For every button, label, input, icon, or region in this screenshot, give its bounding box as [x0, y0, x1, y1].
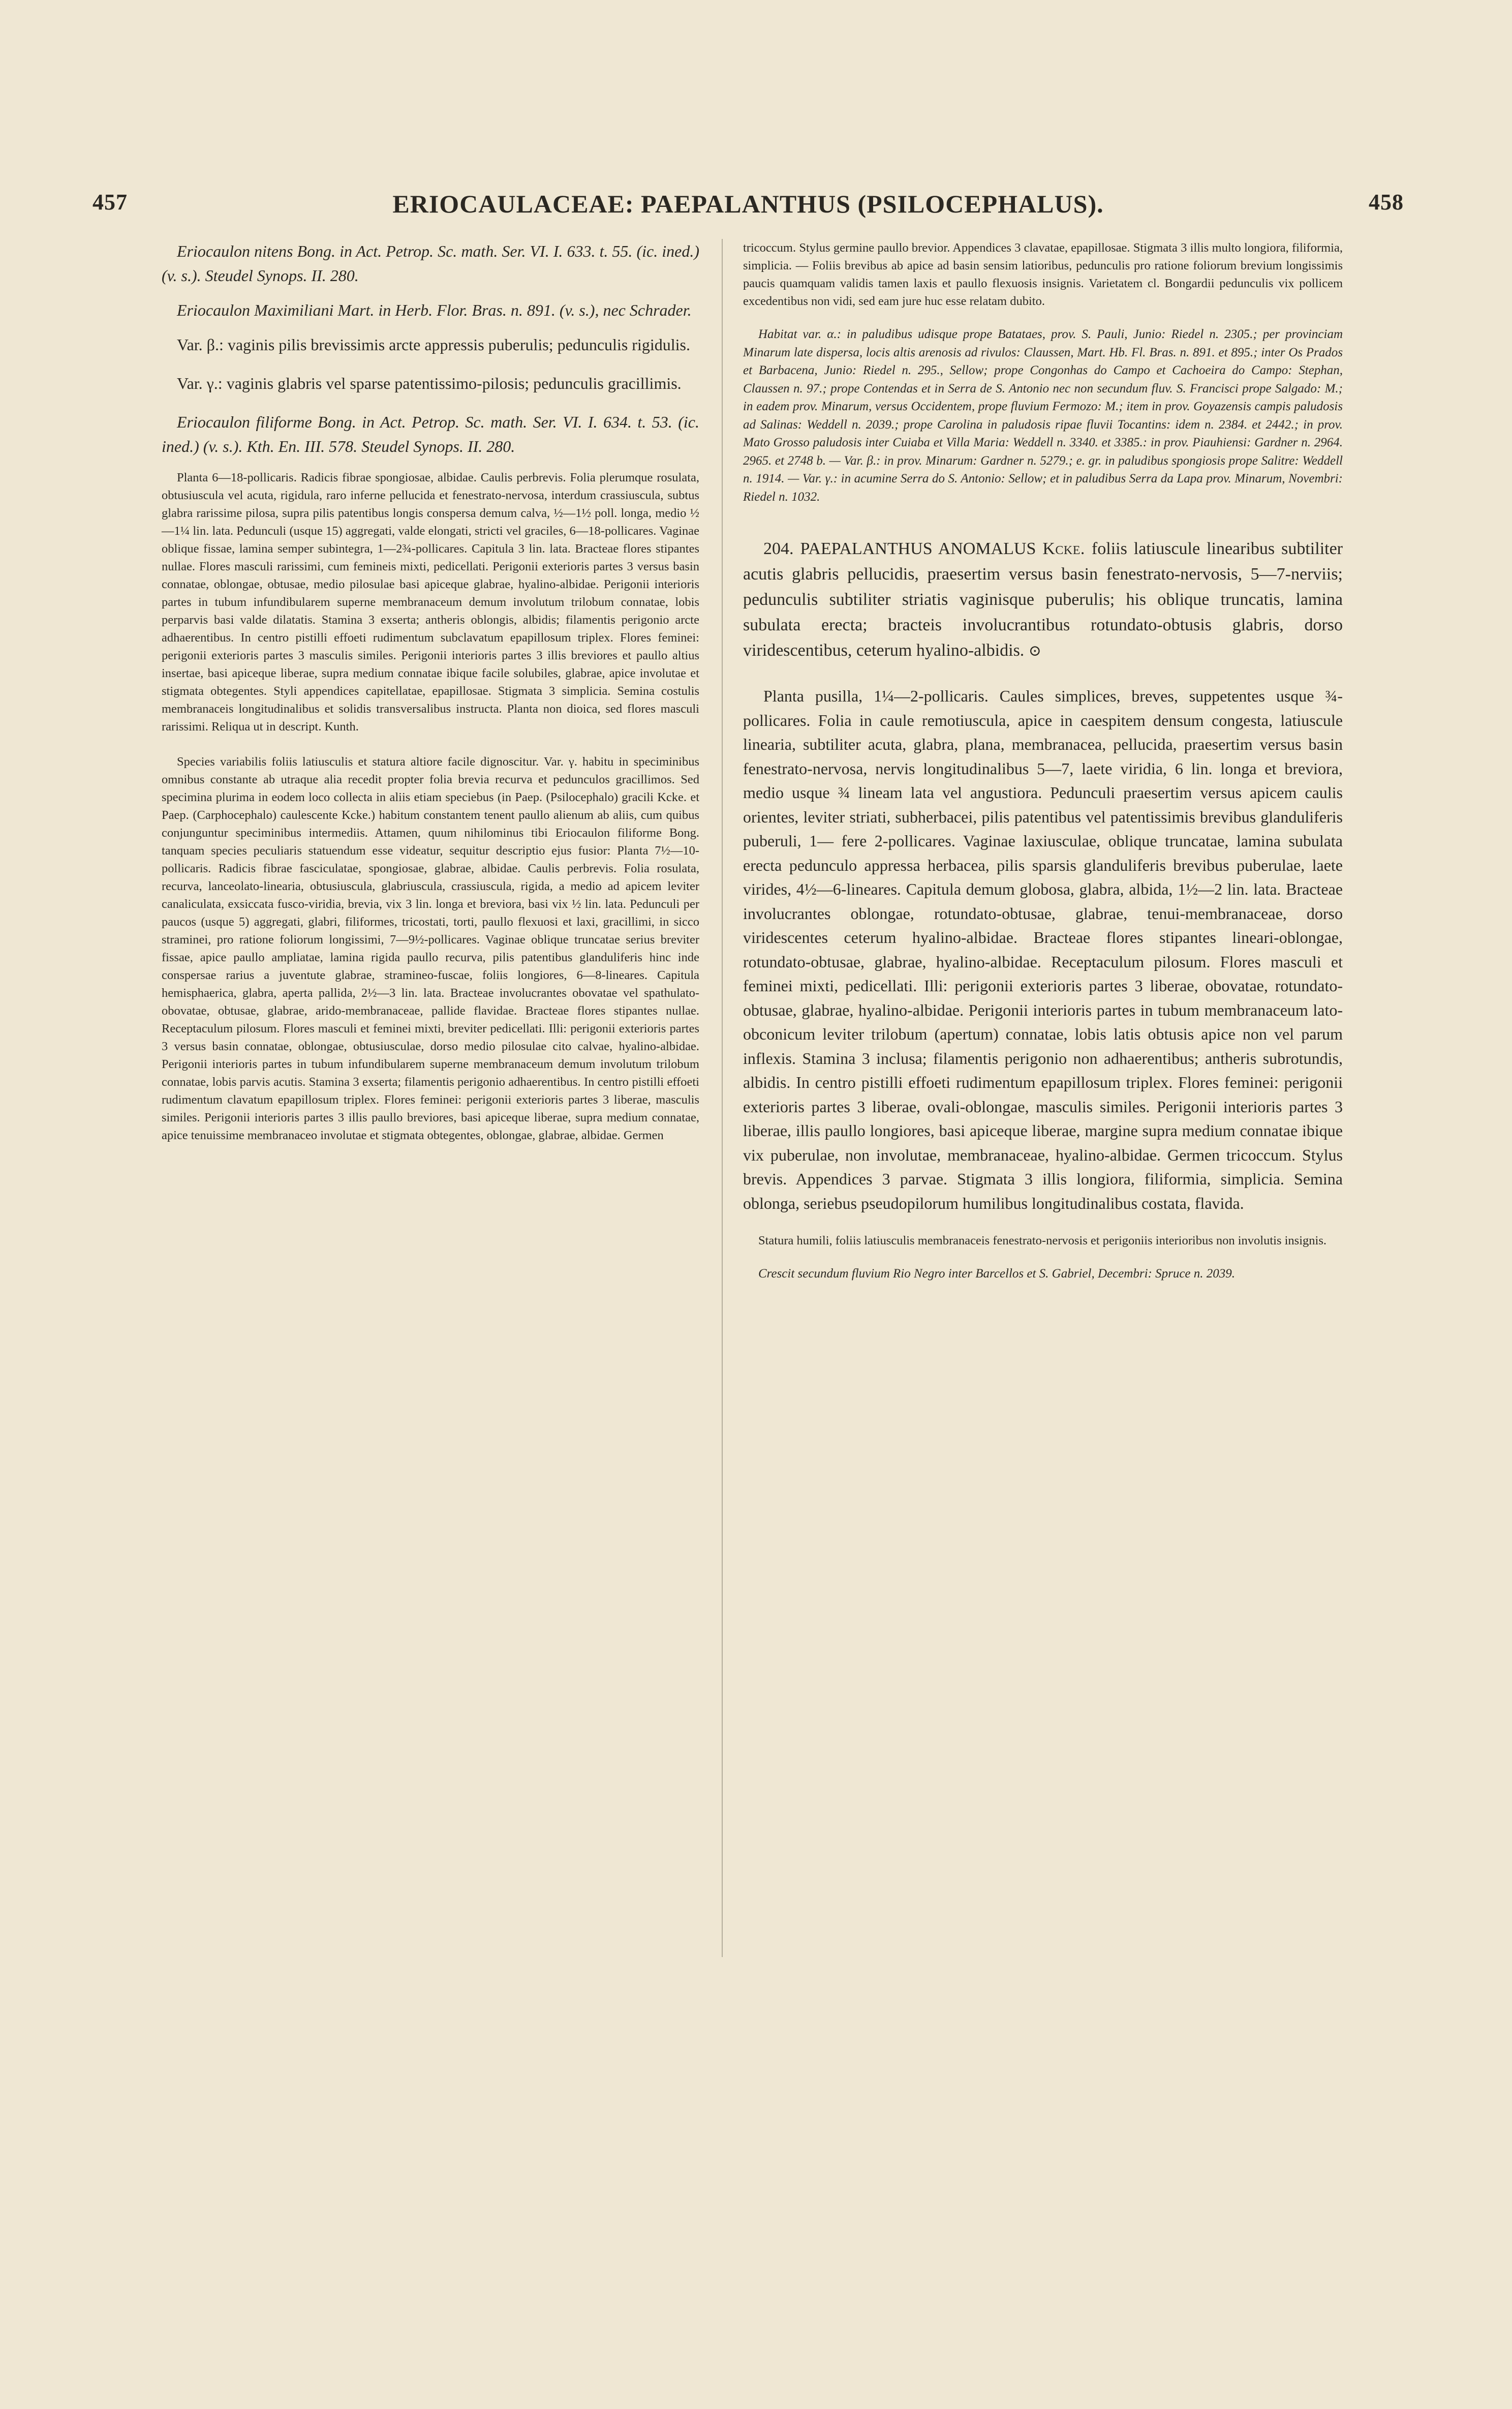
species-description: Planta 6—18-pollicaris. Radicis fibrae spongiosae, albidae. Caulis perbrevis. Folia plerumque rosulata, obtusiuscula vel acuta, rigidula, raro inferne pellucida et fenestrato-nervosa, interdum crassiuscula, subtus glabra rarissime pilosa, supra pilis patentibus longis conspersa demum calva, ½—1½ poll. longa, medio ½—1¼ lin. lata. Pedunculi (usque 15) aggregati, valde elongati, stricti vel graciles, 6—18-pollicares. Vaginae oblique fissae, lamina semper subintegra, 1—2¾-pollicares. Capitula 3 lin. lata. Bracteae flores stipantes nullae. Flores masculi rarissimi, cum femineis mixti, pedicellati. Perigonii exterioris partes 3 versus basin connatae, oblongae, obtusae, medio pilosulae basi apiceque glabrae, hyalino-albidae. Perigonii interioris partes in tubum infundibularem superne membranaceum demum involutum trilobum connatae, lobis perparvis basi valde dilatatis. Stamina 3 exserta; antheris oblongis, albidis; filamentis perigonio arcte adhaerentibus. In centro pistilli effoeti rudimentum subclavatum epapillosum triplex. Flores feminei: perigonii exterioris partes 3 masculis similes. Perigonii interioris partes 3 illis breviores et paullo altius insertae, basi apiceque liberae, supra medium connatae ibique facile solubiles, glabrae, apice involutae et stigmata obtegentes. Styli appendices capitellatae, epapillosae. Stigmata 3 simplicia. Semina costulis membranaceis longitudinalibus et solidis transversalibus instructa. Planta non dioica, sed flores masculi rarissimi. Reliqua ut in descript. Kunth.: [162, 471, 699, 734]
left-column: [162, 239, 699, 1162]
species-author: Kcke.: [1042, 539, 1085, 558]
page-header: [92, 189, 1404, 225]
species-number: 204.: [763, 539, 794, 558]
locality-note: Crescit secundum fluvium Rio Negro inter Barcellos et S. Gabriel, Decembri: Spruce n. 2039.: [758, 1267, 1236, 1280]
description-continuation: tricoccum. Stylus germine paullo brevior. Appendices 3 clavatae, epapillosae. Stigmata 3 illis multo longiora, filiformia, simplicia. — Foliis brevibus ab apice ad basin sensim latioribus, pedunculis pro ratione foliorum brevium longissimis paucis quamquam validis tamen laxis et paullo flexuosis insignis. Varietatem cl. Bongardii pedunculis vix pollicem excedentibus non vidi, sed eam jure huc esse relatam dubito.: [743, 241, 1343, 308]
synonym-citation: Eriocaulon filiforme Bong. in Act. Petrop. Sc. math. Ser. VI. I. 634. t. 53. (ic. ined.) (v. s.). Kth. En. III. 578. Steudel Synops. II. 280.: [162, 413, 699, 455]
variety-beta: Var. β.: vaginis pilis brevissimis arcte appressis puberulis; pedunculis rigidulis.: [177, 336, 690, 354]
running-title: ERIOCAULACEAE: PAEPALANTHUS (PSILOCEPHALUS).: [392, 190, 1104, 218]
page-number-left: 457: [92, 190, 128, 215]
statura-note: Statura humili, foliis latiusculis membranaceis fenestrato-nervosis et perigoniis interioribus non involutis insignis.: [758, 1234, 1326, 1247]
species-main-description: Planta pusilla, 1¼—2-pollicaris. Caules simplices, breves, suppetentes usque ¾-pollicares. Folia in caule remotiuscula, apice in caespitem densum congesta, latiuscule linearia, subtiliter acuta, glabra, plana, membranacea, pellucida, praesertim versus basin fenestrato-nervosa, nervis longitudinalibus 5—7, laete viridia, 6 lin. longa et breviora, medio usque ¾ lineam lata vel angustiora. Pedunculi praesertim versus apicem caulis orientes, leviter striati, subherbacei, pilis patentibus vel patentissimis brevibus glanduliferis puberuli, 1— fere 2-pollicares. Vaginae laxiusculae, oblique truncatae, lamina subulata erecta pedunculo appressa herbacea, pilis sparsis glanduliferis brevibus puberulae, laete virides, 4½—6-lineares. Capitula demum globosa, glabra, albida, 1½—2 lin. lata. Bracteae involucrantes oblongae, rotundato-obtusae, glabrae, tenui-membranaceae, dorso viridescentes ceterum hyalino-albidae. Bracteae flores stipantes lineari-oblongae, rotundato-obtusae, glabrae, hyalino-albidae. Receptaculum pilosum. Flores masculi et feminei mixti, pedicellati. Illi: perigonii exterioris partes 3 liberae, obovatae, rotundato-obtusae, glabrae, hyalino-albidae. Perigonii interioris partes in tubum membranaceum lato-obconicum leviter trilobum (apertum) connatae, lobis latis obtusis apice non vel parum inflexis. Stamina 3 inclusa; filamentis perigonio non adhaerentibus; antheris subrotundis, albidis. In centro pistilli effoeti rudimentum epapillosum triplex. Flores feminei: perigonii exterioris partes 3 liberae, ovali-oblongae, masculis similes. Perigonii interioris partes 3 liberae, illis paullo longiores, basi apiceque liberae, margine supra medium connatae ibique vix puberulae, non involutae, membranaceae, hyalino-albidae. Germen tricoccum. Stylus brevis. Appendices 3 parvae. Stigmata 3 illis longiora, filiformia, simplicia. Semina oblonga, seriebus pseudopilorum humilibus longitudinalibus costata, flavida.: [743, 687, 1343, 1212]
variety-gamma: Var. γ.: vaginis glabris vel sparse patentissimo-pilosis; pedunculis gracillimis.: [177, 374, 682, 392]
habitat-paragraph: Habitat var. α.: in paludibus udisque prope Batataes, prov. S. Pauli, Junio: Riedel n. 2305.; per provinciam Minarum late dispersa, locis altis arenosis ad rivulos: Claussen, Mart. Hb. Fl. Bras. n. 891. et 895.; inter Os Prados et Barbacena, Junio: Riedel n. 295., Sellow; prope Congonhas do Campo et Cachoeira do Campo: Stephan, Claussen n. 97.; prope Contendas et in Serra de S. Antonio nec non secundum fluv. S. Francisci prope Salgado: M.; in eadem prov. Minarum, versus Occidentem, prope fluvium Fermozo: M.; item in prov. Goyazensis campis paludosis ad Salinas: Weddell n. 2039.; prope Carolina in paludosis ripae fluvii Tocantins: idem n. 2384. et 2442.; in prov. Mato Grosso paludosis inter Cuiaba et Villa Maria: Weddell n. 3340. et 3385.: in prov. Piauhiensi: Gardner n. 2964. 2965. et 2748 b. — Var. β.: in prov. Minarum: Gardner n. 5279.; e. gr. in paludibus spongiosis prope Salitre: Weddell n. 1914. — Var. γ.: in acumine Serra do S. Antonio: Sellow; et in paludibus Serra da Lapa prov. Minarum, Novembri: Riedel n. 1032.: [743, 327, 1343, 504]
species-diagnosis: foliis latiuscule linearibus subtiliter acutis glabris pellucidis, praesertim versus basin fenestrato-nervosis, 5—7-nerviis; pedunculis subtiliter striatis vaginisque puberulis; his oblique truncatis, lamina subulata erecta; bracteis involucrantibus rotundato-obtusis glabris, dorso viridescentibus, ceterum hyalino-albidis.: [743, 539, 1343, 660]
perennial-symbol-icon: ⊙: [1028, 643, 1041, 659]
page-number-right: 458: [1369, 190, 1404, 215]
species-discussion: Species variabilis foliis latiusculis et statura altiore facile dignoscitur. Var. γ. habitu in speciminibus omnibus constante ab utraque alia recedit propter folia brevia recurva et pedunculos gracillimos. Sed specimina plurima in eodem loco collecta in aliis etiam speciebus (in Paep. (Psilocephalo) gracili Kcke. et Paep. (Carphocephalo) caulescente Kcke.) habitum constantem tenent paullo alienum ab aliis, cum quibus conjunguntur speciminibus intermediis. Attamen, quum nihilominus tibi Eriocaulon filiforme Bong. tanquam species peculiaris statuendum esse videatur, sequitur descriptio ejus fusior: Planta 7½—10-pollicaris. Radicis fibrae fasciculatae, spongiosae, glabrae, albidae. Caulis perbrevis. Folia rosulata, recurva, lanceolato-linearia, obtusiuscula, glabriuscula, crassiuscula, rigida, a medio ad apicem leviter canaliculata, exsiccata fusco-viridia, brevia, vix 3 lin. longa et breviora, basi vix ½ lin. lata. Pedunculi per paucos (usque 5) aggregati, glabri, filiformes, tricostati, torti, paullo flexuosi et laxi, gracillimi, in sicco straminei, pro ratione foliorum longissimi, 7—9½-pollicares. Vaginae oblique truncatae serius breviter fissae, apice paullo ampliatae, lamina rigida paullo recurva, pilis patentibus glanduliferis hinc inde conspersae rarius a juventute glabrae, stramineo-fuscae, foliis longiores, 6—8-lineares. Capitula hemisphaerica, glabra, aperta pallida, 2½—3 lin. lata. Bracteae involucrantes obovatae vel spathulato-obovatae, obtusae, glabrae, arido-membranaceae, pallide flavidae. Bracteae flores stipantes nullae. Receptaculum pilosum. Flores masculi et feminei mixti, breviter pedicellati. Illi: perigonii exterioris partes 3 versus basin connatae, oblongae, obtusiusculae, dorso medio pilosulae cito calvae, hyalino-albidae. Perigonii interioris partes in tubum infundibularem superne membranaceum demum involutum trilobum connatae, lobis parvis acutis. Stamina 3 exserta; filamentis perigonio adhaerentibus. In centro pistilli effoeti rudimentum clavatum epapillosum triplex. Flores feminei: perigonii exterioris partes 3 liberae, masculis similes. Perigonii interioris partes 3 illis paullo breviores, basi apiceque liberae, supra medium connatae, apice tenuissime membranaceo involutae et stigmata obtegentes, oblongae, glabrae, albidae. Germen: [162, 755, 699, 1142]
species-heading: [743, 536, 1343, 664]
synonym-citation: Eriocaulon Maximiliani Mart. in Herb. Flor. Bras. n. 891. (v. s.), nec Schrader.: [177, 301, 692, 319]
synonym-citation: Eriocaulon nitens Bong. in Act. Petrop. Sc. math. Ser. VI. I. 633. t. 55. (ic. ined.) (v. s.). Steudel Synops. II. 280.: [162, 242, 699, 285]
column-divider: [722, 239, 723, 1957]
species-name: PAEPALANTHUS ANOMALUS: [800, 539, 1036, 558]
right-column: [743, 239, 1343, 1283]
